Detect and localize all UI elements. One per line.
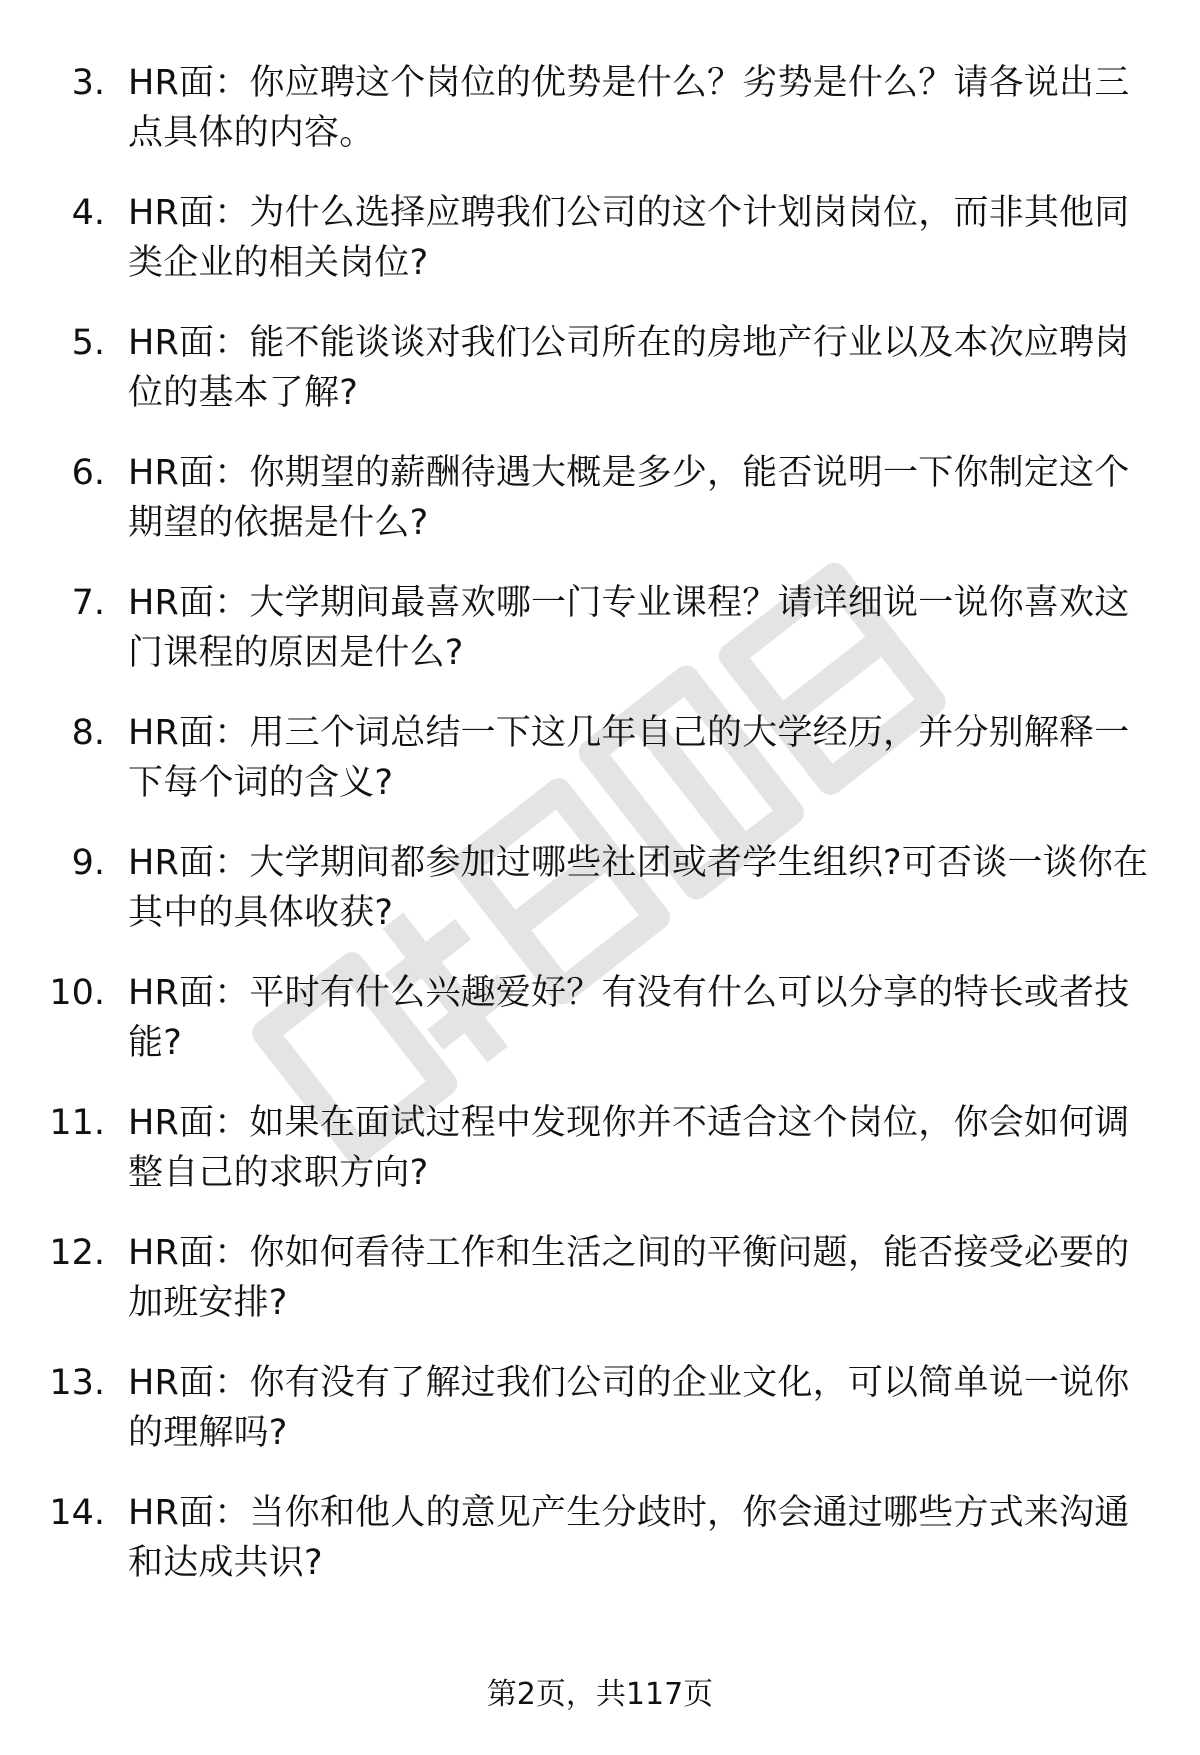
question-number: 11. <box>49 1103 105 1143</box>
list-item <box>0 448 1200 578</box>
list-item <box>0 318 1200 448</box>
question-number: 7. <box>71 583 105 623</box>
question-text: HR面：用三个词总结一下这几年自己的大学经历，并分别解释一下每个词的含义? <box>128 713 1130 803</box>
question-text: HR面：为什么选择应聘我们公司的这个计划岗岗位，而非其他同类企业的相关岗位? <box>128 193 1130 283</box>
list-item <box>0 1098 1200 1228</box>
question-number: 3. <box>71 63 105 103</box>
list-item <box>0 58 1200 188</box>
question-number: 4. <box>71 193 105 233</box>
question-text: HR面：当你和他人的意见产生分歧时，你会通过哪些方式来沟通和达成共识? <box>128 1493 1130 1583</box>
question-number: 5. <box>71 323 105 363</box>
list-item <box>0 1228 1200 1358</box>
question-number: 12. <box>49 1233 105 1273</box>
question-number: 10. <box>49 973 105 1013</box>
question-number: 9. <box>71 843 105 883</box>
question-number: 6. <box>71 453 105 493</box>
list-item <box>0 188 1200 318</box>
question-text: HR面：你应聘这个岗位的优势是什么？劣势是什么？请各说出三点具体的内容。 <box>128 63 1130 153</box>
question-text: HR面：你有没有了解过我们公司的企业文化，可以简单说一说你的理解吗? <box>128 1363 1130 1453</box>
question-text: HR面：你期望的薪酬待遇大概是多少，能否说明一下你制定这个期望的依据是什么? <box>128 453 1130 543</box>
question-number: 13. <box>49 1363 105 1403</box>
question-text: HR面：能不能谈谈对我们公司所在的房地产行业以及本次应聘岗位的基本了解? <box>128 323 1130 413</box>
list-item <box>0 968 1200 1098</box>
question-number: 14. <box>49 1493 105 1533</box>
list-item <box>0 578 1200 708</box>
list-item <box>0 1358 1200 1488</box>
list-item <box>0 708 1200 838</box>
list-item <box>0 1488 1200 1618</box>
question-text: HR面：大学期间都参加过哪些社团或者学生组织?可否谈一谈你在其中的具体收获? <box>128 843 1149 933</box>
question-text: HR面：大学期间最喜欢哪一门专业课程？请详细说一说你喜欢这门课程的原因是什么? <box>128 583 1130 673</box>
question-list <box>0 58 1200 1618</box>
question-text: HR面：你如何看待工作和生活之间的平衡问题，能否接受必要的加班安排? <box>128 1233 1130 1323</box>
list-item <box>0 838 1200 968</box>
question-text: HR面：如果在面试过程中发现你并不适合这个岗位，你会如何调整自己的求职方向? <box>128 1103 1130 1193</box>
question-text: HR面：平时有什么兴趣爱好？有没有什么可以分享的特长或者技能? <box>128 973 1130 1063</box>
page-footer: 第2页，共117页 <box>486 1677 714 1712</box>
question-number: 8. <box>71 713 105 753</box>
